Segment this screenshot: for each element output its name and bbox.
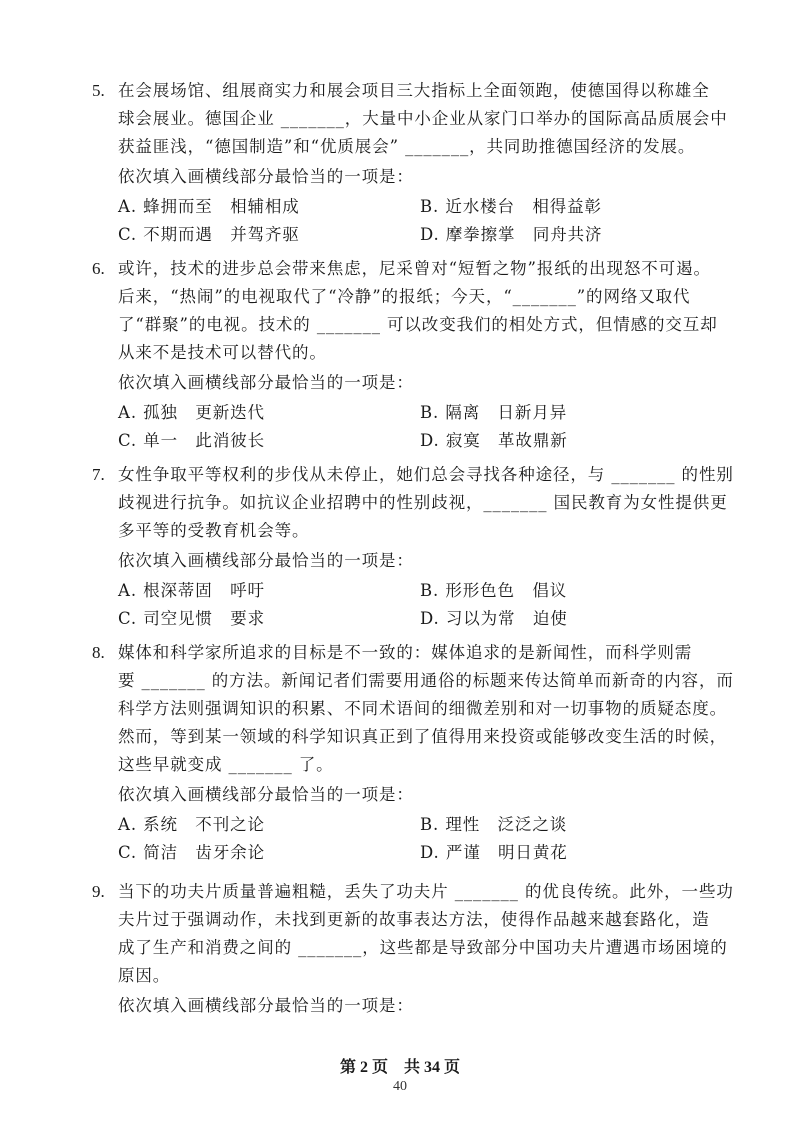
option-c: C. 不期而遇 并驾齐驱 (118, 225, 300, 244)
question-text-line: 多平等的受教育机会等。 (118, 521, 310, 540)
option-d: D. 寂寞 革故鼎新 (420, 431, 568, 450)
options-grid (118, 399, 732, 455)
question-text-line: 了“群聚”的电视。技术的 _______ 可以改变我们的相处方式，但情感的交互却 (118, 315, 718, 334)
question-prompt: 依次填入画横线部分最恰当的一项是： (118, 551, 414, 570)
question-7 (92, 461, 732, 633)
question-text-line: 夫片过于强调动作，未找到更新的故事表达方法，使得作品越来越套路化，造 (118, 910, 710, 929)
question-prompt: 依次填入画横线部分最恰当的一项是： (118, 785, 414, 804)
page-number: 40 (393, 1079, 407, 1094)
option-c: C. 司空见惯 要求 (118, 609, 266, 628)
option-b: B. 近水楼台 相得益彰 (420, 197, 602, 216)
question-number: 5. (92, 81, 105, 100)
question-text-line: 这些早就变成 _______ 了。 (118, 755, 334, 774)
question-text-line: 当下的功夫片质量普遍粗糙，丢失了功夫片 _______ 的优良传统。此外，一些功 (118, 882, 734, 901)
option-c: C. 单一 此消彼长 (118, 431, 266, 450)
options-grid (118, 577, 732, 633)
option-a: A. 根深蒂固 呼吁 (118, 581, 265, 600)
question-text-line: 后来，“热闹”的电视取代了“冷静”的报纸；今天，“_______”的网络又取代 (118, 287, 691, 306)
question-text-line: 成了生产和消费之间的 _______，这些都是导致部分中国功夫片遭遇市场困境的 (118, 938, 728, 957)
option-a: A. 系统 不刊之论 (118, 815, 265, 834)
question-prompt: 依次填入画横线部分最恰当的一项是： (118, 373, 414, 392)
option-b: B. 理性 泛泛之谈 (420, 815, 568, 834)
option-d: D. 严谨 明日黄花 (420, 843, 568, 862)
option-d: D. 摩拳擦掌 同舟共济 (420, 225, 603, 244)
question-number: 8. (92, 643, 105, 662)
question-text-line: 要 _______ 的方法。新闻记者们需要用通俗的标题来传达简单而新奇的内容，而 (118, 671, 734, 690)
question-8 (92, 639, 732, 867)
question-prompt: 依次填入画横线部分最恰当的一项是： (118, 996, 414, 1015)
question-text-line: 球会展业。德国企业 _______，大量中小企业从家门口举办的国际高品质展会中 (118, 109, 728, 128)
question-9 (92, 878, 732, 1020)
question-5 (92, 77, 732, 249)
question-text-line: 原因。 (118, 966, 171, 985)
question-text-line: 媒体和科学家所追求的目标是不一致的：媒体追求的是新闻性，而科学则需 (118, 643, 693, 662)
question-6 (92, 255, 732, 455)
question-text-line: 在会展场馆、组展商实力和展会项目三大指标上全面领跑，使德国得以称雄全 (118, 81, 710, 100)
question-prompt: 依次填入画横线部分最恰当的一项是： (118, 167, 414, 186)
option-c: C. 简洁 齿牙余论 (118, 843, 266, 862)
question-number: 7. (92, 465, 105, 484)
question-text-line: 歧视进行抗争。如抗议企业招聘中的性别歧视，_______ 国民教育为女性提供更 (118, 493, 728, 512)
option-d: D. 习以为常 迫使 (420, 609, 568, 628)
question-number: 9. (92, 882, 105, 901)
question-number: 6. (92, 259, 105, 278)
question-text-line: 然而，等到某一领域的科学知识真正到了值得用来投资或能够改变生活的时候， (118, 727, 727, 746)
page-indicator: 第 2 页 共 34 页 (339, 1059, 460, 1076)
question-text-line: 从来不是技术可以替代的。 (118, 343, 327, 362)
options-grid (118, 193, 732, 249)
question-text-line: 科学方法则强调知识的积累、不同术语间的细微差别和对一切事物的质疑态度。 (118, 699, 727, 718)
question-text-line: 女性争取平等权利的步伐从未停止，她们总会寻找各种途径，与 _______ 的性别 (118, 465, 734, 484)
question-text-line: 或许，技术的进步总会带来焦虑，尼采曾对“短暂之物”报纸的出现怒不可遏。 (118, 259, 711, 278)
option-a: A. 蜂拥而至 相辅相成 (118, 197, 300, 216)
option-b: B. 隔离 日新月异 (420, 403, 568, 422)
question-text-line: 获益匪浅，“德国制造”和“优质展会” _______，共同助推德国经济的发展。 (118, 137, 696, 156)
option-b: B. 形形色色 倡议 (420, 581, 568, 600)
option-a: A. 孤独 更新迭代 (118, 403, 265, 422)
options-grid (118, 811, 732, 867)
